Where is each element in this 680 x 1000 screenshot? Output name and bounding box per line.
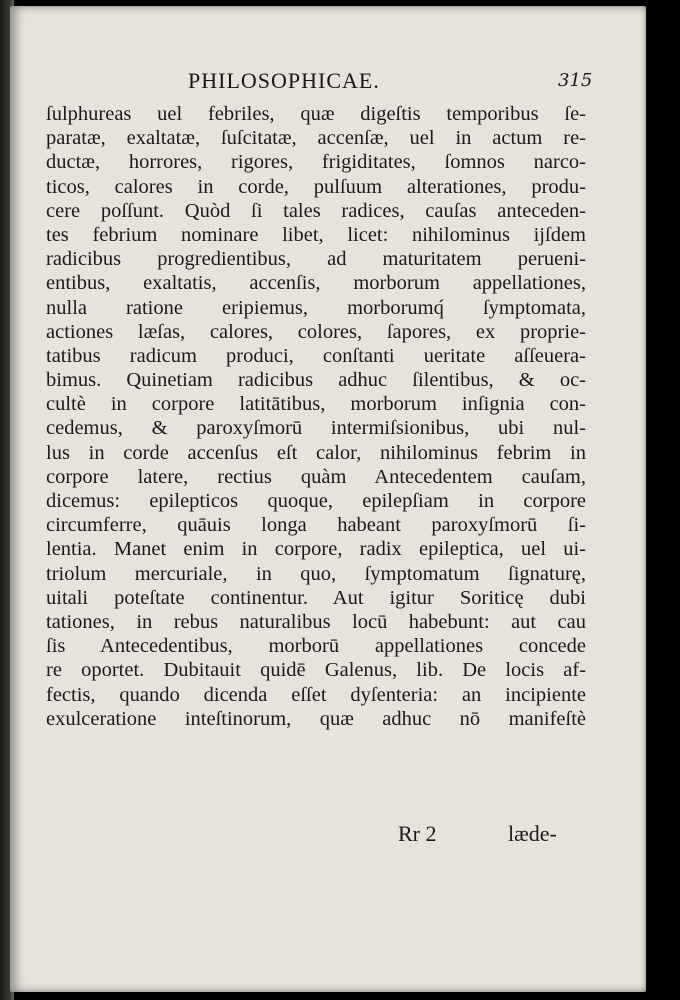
text-line: ſulphureas uel febriles, quæ digeſtis temporibus ſe- — [46, 103, 586, 125]
scan-border — [646, 0, 680, 1000]
running-head: PHILOSOPHICAE. — [188, 68, 380, 93]
text-line: tationes, in rebus naturalibus locū habebunt: aut cau — [46, 610, 586, 633]
text-line: fectis, quando dicenda eſſet dyſenteria: an incipiente — [46, 683, 586, 706]
body-text — [46, 102, 586, 731]
text-line: ticos, calores in corde, pulſuum alterationes, produ- — [46, 175, 586, 198]
page-number: 315 — [558, 70, 593, 91]
text-line: re oportet. Dubitauit quidē Galenus, lib. De locis af- — [46, 659, 586, 682]
text-line: circumferre, quāuis longa habeant paroxyſmorū ſi- — [46, 514, 586, 537]
text-line: uitali poteſtate continentur. Aut igitur Soriticę dubi — [46, 586, 586, 609]
text-line: radicibus progredientibus, ad maturitatem perueni- — [46, 248, 586, 271]
text-line: tatibus radicum produci, conſtanti ueritate aſſeuera- — [46, 344, 586, 367]
signature-mark: Rr 2 — [398, 821, 437, 846]
text-line: cultè in corpore latitātibus, morborum inſignia con- — [46, 393, 586, 416]
text-line: tes febrium nominare libet, licet: nihilominus ijſdem — [46, 223, 586, 246]
text-line: lus in corde accenſus eſt calor, nihilominus febrim in — [46, 441, 586, 464]
page-footer — [10, 821, 646, 851]
text-line: cere poſſunt. Quòd ſi tales radices, cauſas anteceden- — [46, 199, 586, 222]
text-line: corpore latere, rectius quàm Antecedentem cauſam, — [46, 465, 586, 488]
text-line: paratæ, exaltatæ, ſuſcitatæ, accenſæ, uel in actum re- — [46, 127, 586, 150]
text-line: entibus, exaltatis, accenſis, morborum appellationes, — [46, 272, 586, 295]
text-line: dicemus: epilepticos quoque, epilepſiam in corpore — [46, 490, 586, 512]
text-line: ſis Antecedentibus, morborū appellationes concede — [46, 635, 586, 658]
text-line: nulla ratione eripiemus, morborumq́ ſymptomata, — [46, 296, 586, 319]
text-line: triolum mercuriale, in quo, ſymptomatum ſignaturę, — [46, 562, 586, 585]
catchword: læde- — [508, 821, 557, 846]
text-line: exulceratione inteſtinorum, quæ adhuc nō manifeſtè — [46, 707, 586, 730]
page-header — [10, 68, 646, 98]
text-line: ductæ, horrores, rigores, frigiditates, ſomnos narco- — [46, 151, 586, 174]
text-line: cedemus, & paroxyſmorū intermiſsionibus, ubi nul- — [46, 417, 586, 440]
text-line: lentia. Manet enim in corpore, radix epileptica, uel ui- — [46, 538, 586, 561]
book-page — [10, 6, 646, 992]
text-line: bimus. Quinetiam radicibus adhuc ſilentibus, & oc- — [46, 369, 586, 392]
text-line: actiones læſas, calores, colores, ſapores, ex proprie- — [46, 320, 586, 343]
